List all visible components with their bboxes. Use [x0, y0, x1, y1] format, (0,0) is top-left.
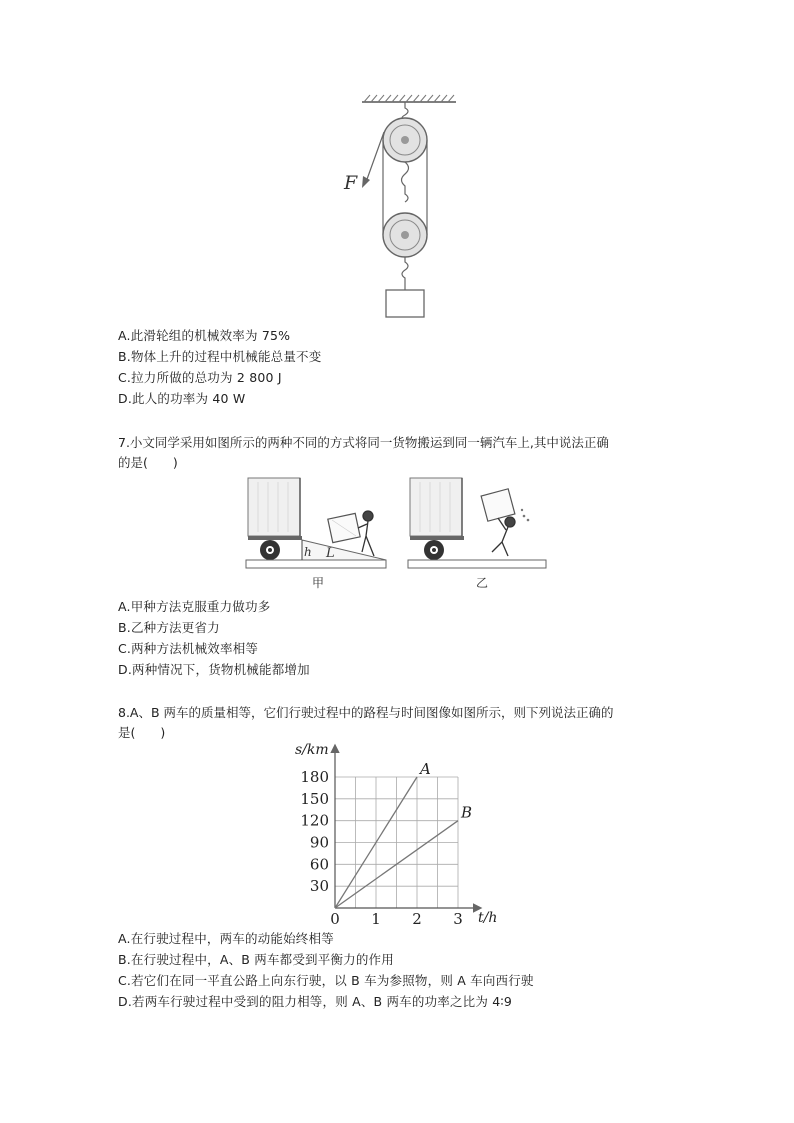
caption-jia: 甲 — [312, 576, 325, 590]
y-axis-label: s/km — [295, 742, 329, 758]
y-tick-label: 90 — [309, 833, 329, 852]
q7-stem-line2: 的是( ) — [118, 455, 178, 470]
q6-option-b: B.物体上升的过程中机械能总量不变 — [118, 349, 322, 364]
x-axis-label: t/h — [478, 910, 498, 926]
box-carried — [481, 489, 515, 521]
q8-option-a: A.在行驶过程中，两车的动能始终相等 — [118, 931, 334, 946]
force-label: F — [344, 172, 358, 194]
ground-left — [246, 560, 386, 568]
q7-figure — [244, 476, 550, 594]
y-tick-label: 60 — [309, 855, 329, 874]
x-tick-label: 2 — [412, 910, 422, 928]
caption-yi: 乙 — [476, 576, 489, 590]
y-tick-label: 120 — [300, 811, 329, 830]
force-arrowhead — [362, 176, 370, 188]
truck-right — [410, 478, 464, 560]
q8-stem-line1: 8.A、B 两车的质量相等，它们行驶过程中的路程与时间图像如图所示，则下列说法正确的 — [118, 705, 614, 720]
series-label-A: A — [420, 760, 431, 778]
person-pushing — [358, 511, 374, 556]
box-on-ramp — [328, 513, 360, 542]
movable-pulley — [383, 213, 427, 257]
q7-option-d: D.两种情况下，货物机械能都增加 — [118, 662, 310, 677]
q8-stem-line2: 是( ) — [118, 725, 166, 740]
L-label: L — [326, 546, 335, 561]
q8-option-d: D.若两车行驶过程中受到的阻力相等，则 A、B 两车的功率之比为 4∶9 — [118, 994, 513, 1009]
y-tick-label: 180 — [300, 768, 329, 786]
y-tick-label: 30 — [309, 877, 329, 896]
pulley-figure — [340, 92, 480, 322]
load-block — [386, 290, 424, 317]
h-label: h — [304, 545, 312, 559]
q8-option-b: B.在行驶过程中，A、B 两车都受到平衡力的作用 — [118, 952, 394, 967]
q7-option-c: C.两种方法机械效率相等 — [118, 641, 259, 656]
x-tick-label: 3 — [453, 910, 463, 928]
x-tick-label: 0 — [330, 910, 340, 928]
series-label-B: B — [461, 803, 473, 822]
q7-option-a: A.甲种方法克服重力做功多 — [118, 599, 271, 614]
q8-option-c: C.若它们在同一平直公路上向东行驶，以 B 车为参照物，则 A 车向西行驶 — [118, 973, 534, 988]
person-carrying — [492, 517, 515, 556]
s-t-chart — [280, 738, 498, 930]
q7-stem-line1: 7.小文同学采用如图所示的两种不同的方式将同一货物搬运到同一辆汽车上,其中说法正确 — [118, 435, 609, 450]
chart-grid — [335, 777, 458, 908]
sweat-drops — [521, 509, 530, 522]
ramp — [302, 540, 386, 560]
fixed-pulley — [383, 118, 427, 162]
ground-right — [408, 560, 546, 568]
y-tick-label: 150 — [300, 789, 329, 808]
q6-option-d: D.此人的功率为 40 W — [118, 391, 246, 406]
q6-option-a: A.此滑轮组的机械效率为 75% — [118, 328, 291, 343]
truck-left — [248, 478, 302, 560]
q7-option-b: B.乙种方法更省力 — [118, 620, 220, 635]
x-tick-label: 1 — [371, 910, 381, 928]
q6-option-c: C.拉力所做的总功为 2 800 J — [118, 370, 282, 385]
